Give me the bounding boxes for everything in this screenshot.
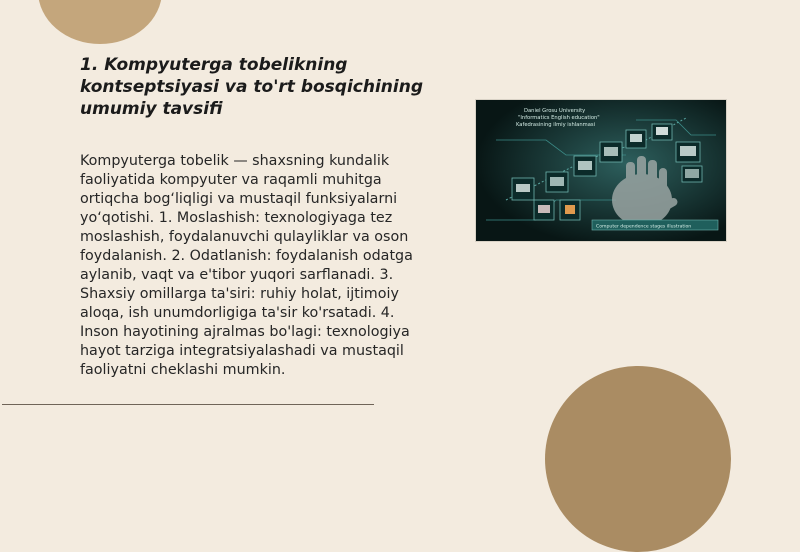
decorative-circle-bottom (545, 366, 731, 552)
divider-line (2, 404, 374, 405)
decorative-circle-top (38, 0, 162, 44)
image-caption-line-1: Daniel Grosu University (524, 108, 586, 114)
illustration-image (475, 99, 727, 242)
device-tile-3-icon (565, 205, 575, 214)
illustration-graphic (476, 100, 726, 241)
device-tile-8-icon (656, 127, 668, 135)
image-caption-line-3: Kafedrasining ilmiy ishlanmasi (516, 122, 596, 128)
device-tile-4-icon (550, 177, 564, 186)
image-banner-text: Computer dependence stages illustration (596, 224, 692, 230)
image-caption-line-2: "Informatics English education" (518, 115, 600, 121)
device-tile-10-icon (685, 169, 699, 178)
device-tile-9-icon (680, 146, 696, 156)
slide-body-text: Kompyuterga tobelik — shaxsning kundalik faoliyatida kompyuter va raqamli muhitga ortiqcha bog‘liqligi va mustaqil funksiyalarni yo‘qotishi. 1. Moslashish: texnologiyaga tez moslashish, foydalanuvchi qulayliklar va oson foydalanish. 2. Odatlanish: foydalanish odatga aylanib, vaqt va e'tibor yuqori sarflanadi. 3. Shaxsiy omillarga ta'siri: ruhiy holat, ijtimoiy aloqa, ish unumdorligiga ta'sir ko'rsatadi. 4. Inson hayotining ajralmas bo'lagi: texnologiya hayot tarziga integratsiyalashadi va mustaqil faoliyatni cheklashi mumkin. (80, 153, 413, 378)
device-tile-2-icon (538, 205, 550, 213)
device-tile-6-icon (604, 147, 618, 156)
device-tile-5-icon (578, 161, 592, 170)
device-tile-7-icon (630, 134, 642, 142)
slide-title: 1. Kompyuterga tobelikning kontseptsiyasi va to'rt bosqichining umumiy tavsifi (80, 55, 423, 119)
device-tile-1-icon (516, 184, 530, 192)
